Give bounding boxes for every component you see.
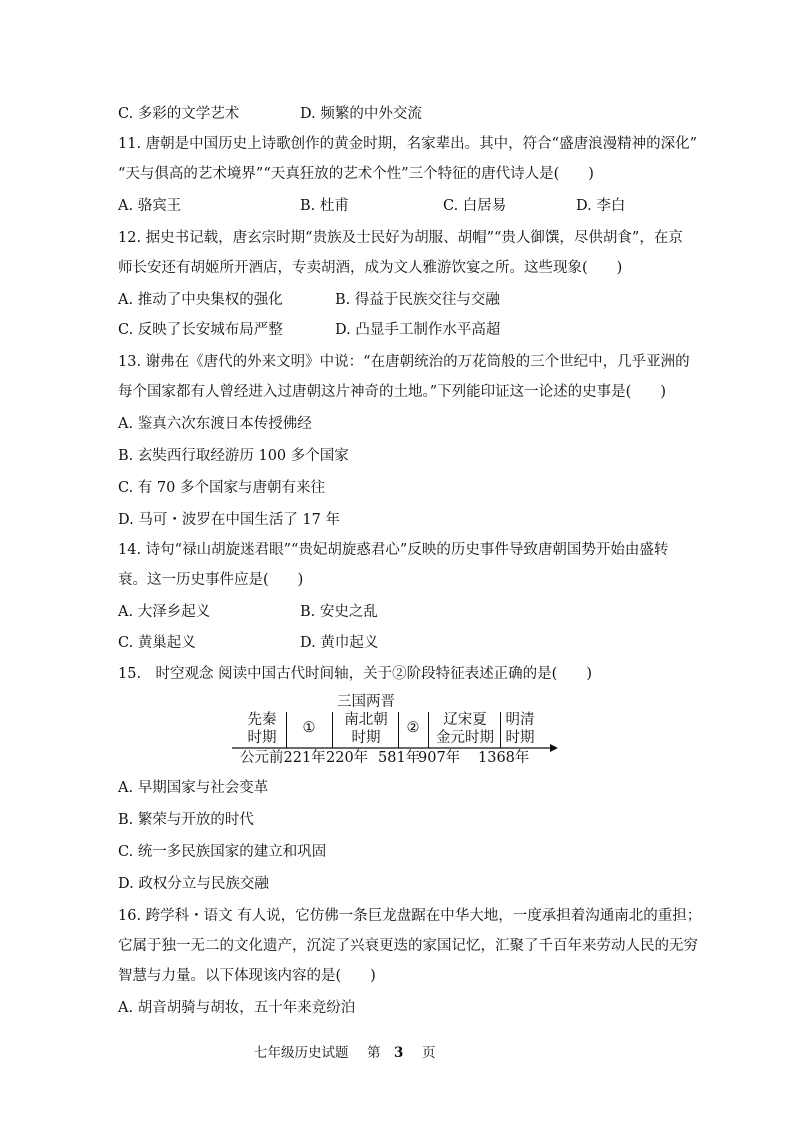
q13-option-a: A. 鉴真六次东渡日本传授佛经 [118, 416, 312, 432]
timeline-figure [232, 692, 562, 770]
period-1-marker: ① [302, 720, 316, 736]
q12-option-b: B. 得益于民族交往与交融 [335, 292, 500, 308]
footer-di: 第 [367, 1045, 381, 1061]
date-220: 220年 [326, 750, 369, 766]
period-ming-qing-top: 明清 [505, 712, 535, 728]
period-2-marker: ② [406, 720, 420, 736]
q10-option-c: C. 多彩的文学艺术 [118, 106, 240, 122]
period-three-kingdoms-mid: 南北朝 [344, 712, 388, 728]
date-581: 581年 [378, 750, 421, 766]
q12-stem-line2: 师长安还有胡姬所开酒店，专卖胡酒，成为文人雅游饮宴之所。这些现象( ) [118, 260, 623, 276]
q15-option-d: D. 政权分立与民族交融 [118, 876, 269, 892]
q15-option-a: A. 早期国家与社会变革 [118, 780, 269, 796]
q11-stem-line2: “天与俱高的艺术境界”“天真狂放的艺术个性”三个特征的唐代诗人是( ) [118, 166, 594, 182]
date-221bc: 公元前221年 [240, 750, 326, 766]
q12-option-d: D. 凸显手工制作水平高超 [335, 322, 501, 338]
q13-stem-line2: 每个国家都有人曾经进入过唐朝这片神奇的土地。”下列能印证这一论述的史事是( ) [118, 384, 666, 400]
period-liao-song-top: 辽宋夏 [443, 712, 487, 728]
q16-option-a: A. 胡音胡骑与胡妆，五十年来竞纷泊 [118, 1000, 356, 1016]
date-907: 907年 [418, 750, 461, 766]
q14-option-a: A. 大泽乡起义 [118, 604, 211, 620]
period-three-kingdoms-top: 三国两晋 [337, 694, 395, 710]
q11-stem-line1: 11. 唐朝是中国历史上诗歌创作的黄金时期，名家辈出。其中，符合“盛唐浪漫精神的深化” [118, 136, 697, 152]
q12-stem-line1: 12. 据史书记载，唐玄宗时期“贵族及士民好为胡服、胡帽”“贵人御馔，尽供胡食”，在京 [118, 230, 683, 246]
footer-ye: 页 [422, 1045, 436, 1061]
q15-option-c: C. 统一多民族国家的建立和巩固 [118, 844, 327, 860]
period-pre-qin-top: 先秦 [247, 712, 277, 728]
q16-stem-line2: 它属于独一无二的文化遗产，沉淀了兴衰更迭的家国记忆，汇聚了千百年来劳动人民的无穷 [118, 938, 698, 954]
q14-stem-line2: 衰。这一历史事件应是( ) [118, 572, 304, 588]
q13-option-c: C. 有 70 多个国家与唐朝有来往 [118, 480, 325, 496]
q12-option-a: A. 推动了中央集权的强化 [118, 292, 283, 308]
date-1368: 1368年 [478, 750, 530, 766]
period-three-kingdoms-bottom: 时期 [351, 730, 381, 746]
period-liao-song-bottom: 金元时期 [436, 730, 494, 746]
q15-stem: 15. 时空观念 阅读中国古代时间轴，关于②阶段特征表述正确的是( ) [118, 666, 592, 682]
q11-option-a: A. 骆宾王 [118, 198, 182, 214]
q14-option-d: D. 黄巾起义 [300, 635, 379, 651]
q13-stem-line1: 13. 谢弗在《唐代的外来文明》中说：“在唐朝统治的万花筒般的三个世纪中，几乎亚洲的 [118, 354, 690, 370]
period-pre-qin-bottom: 时期 [247, 730, 277, 746]
q10-option-d: D. 频繁的中外交流 [300, 106, 422, 122]
q15-option-b: B. 繁荣与开放的时代 [118, 812, 254, 828]
footer-subject: 七年级历史试题 [254, 1045, 349, 1061]
q11-option-c: C. 白居易 [443, 198, 507, 214]
q12-option-c: C. 反映了长安城布局严整 [118, 322, 283, 338]
q16-stem-line3: 智慧与力量。以下体现该内容的是( ) [118, 968, 376, 984]
footer-page-number: 3 [394, 1045, 404, 1061]
q14-option-b: B. 安史之乱 [300, 604, 378, 620]
period-ming-qing-bottom: 时期 [505, 730, 535, 746]
q16-stem-line1: 16. 跨学科・语文 有人说，它仿佛一条巨龙盘踞在中华大地，一度承担着沟通南北的重担； [118, 908, 702, 924]
q14-option-c: C. 黄巢起义 [118, 635, 196, 651]
q11-option-d: D. 李白 [576, 198, 626, 214]
q13-option-d: D. 马可・波罗在中国生活了 17 年 [118, 512, 340, 528]
q13-option-b: B. 玄奘西行取经游历 100 多个国家 [118, 448, 349, 464]
q14-stem-line1: 14. 诗句“禄山胡旋迷君眼”“贵妃胡旋惑君心”反映的历史事件导致唐朝国势开始由盛转 [118, 542, 669, 558]
q11-option-b: B. 杜甫 [300, 198, 349, 214]
